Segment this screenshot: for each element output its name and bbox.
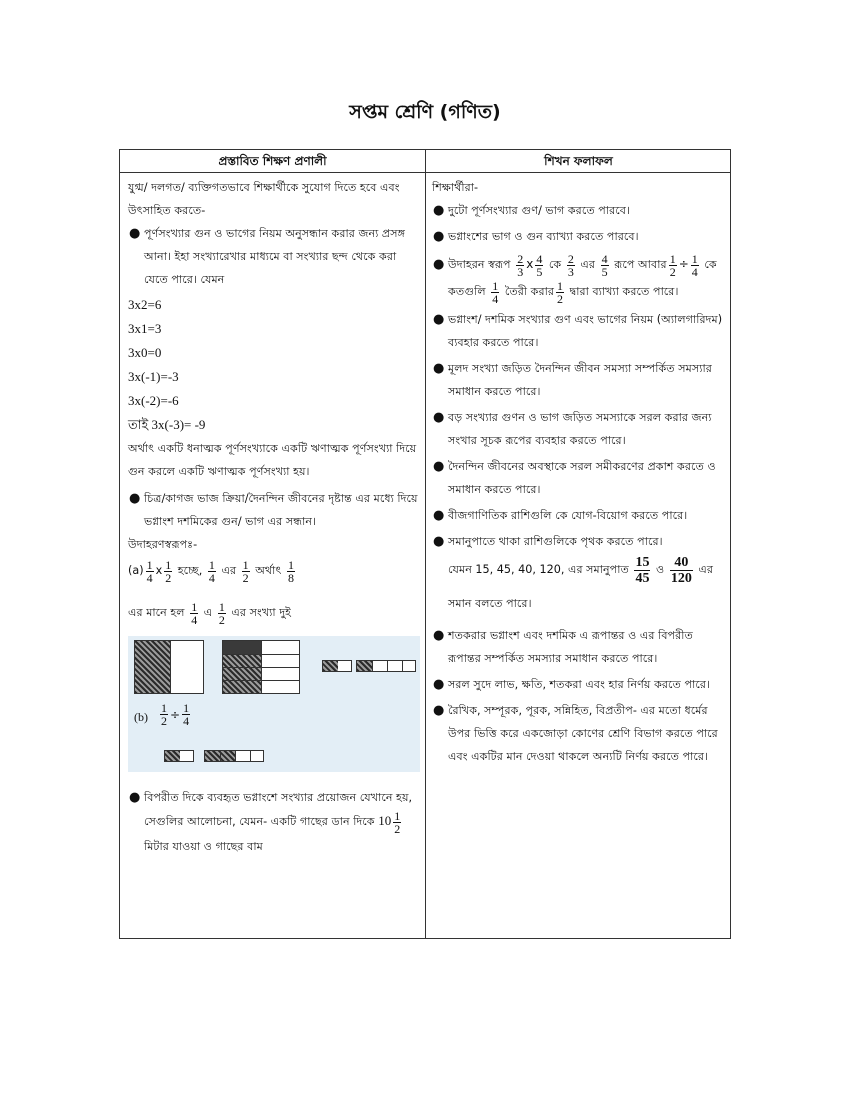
- bullet-text: চিত্র/কাগজ ভাজ ক্রিয়া/দৈনন্দিন জীবনের দৃষ্টান্ত এর মধ্যে দিয়ে ভগ্নাংশ দশমিকের গুন/ ভাগ এর সন্ধান।: [144, 492, 418, 528]
- outcome-text: ও: [656, 563, 665, 576]
- example-text: এর: [221, 564, 237, 577]
- bullet-dot-icon: ●: [129, 491, 141, 506]
- divide-sign: ÷: [678, 257, 689, 271]
- strip-quarters: [356, 660, 416, 672]
- outcome-text: দ্বারা ব্যাখ্যা করতে পারে।: [569, 285, 679, 298]
- fraction: $\frac{1}{4}$: [146, 557, 153, 585]
- bullet-fraction-method: [128, 487, 420, 533]
- outcome-text: আবার: [638, 258, 667, 271]
- outcome-text: উদাহরন স্বরূপ: [448, 258, 511, 271]
- outcome-item: [432, 199, 728, 222]
- outcome-text: শতকরার ভগ্নাংশ এবং দশমিক এ রূপান্তর ও এর বিপরীত রূপান্তর সম্পর্কিত সমস্যার সমাধান করতে পারে।: [448, 629, 693, 665]
- fraction: $\frac{1}{4}$: [191, 599, 198, 627]
- bullet-dot-icon: ●: [433, 703, 445, 718]
- figure-b-label: (b): [134, 710, 148, 724]
- equation: 3x1=3: [128, 321, 162, 336]
- fraction: $\frac{1}{4}$: [208, 557, 215, 585]
- bullet-text: বিপরীত দিকে ব্যবহৃত ভগ্নাংশে সংখ্যার প্রয়োজন যেখানে হয়, সেগুলির আলোচনা, যেমন- একটি গাছের ডান দিকে: [144, 791, 413, 828]
- strip-quarters-b: [204, 750, 264, 762]
- equation: তাই 3x(-3)= -9: [128, 417, 206, 432]
- example-text: অর্থাৎ: [255, 564, 282, 577]
- outcome-text: রৈখিক, সম্পূরক, পূরক, সন্নিহিত, বিপ্রতীপ- এর মতো ধর্মের উপর ভিত্তি করে একজোড়া কোণের শ্রেণি বিভাগ করতে পারে এবং একটির মান দেওয়া থাকলে অন্যটি নির্ণয় করতে পারে।: [448, 704, 718, 763]
- learning-outcome-column: [432, 176, 728, 768]
- outcome-text: যেমন 15, 45, 40, 120, এর সমানুপাত: [448, 563, 629, 576]
- bullet-dot-icon: ●: [433, 361, 445, 376]
- fraction: $\frac{2}{3}$: [517, 251, 524, 279]
- outcome-text: বড় সংখ্যার গুণন ও ভাগ জড়িত সমস্যাকে সরল করার জন্য সংখার সূচক রূপের ব্যবহার করতে পারে।: [448, 411, 712, 447]
- outcome-text: কে কতগুলি: [448, 258, 717, 298]
- outcome-item: [432, 504, 728, 527]
- example-meaning: [128, 598, 420, 628]
- example-text: হচ্ছে,: [177, 564, 203, 577]
- bullet-dot-icon: ●: [433, 410, 445, 425]
- equation: 3x(-2)=-6: [128, 393, 179, 408]
- outcome-text: দৈনন্দিন জীবনের অবস্থাকে সরল সমীকরণের প্রকাশ করতে ও সমাধান করতে পারে।: [448, 460, 716, 496]
- outcome-item: [432, 308, 728, 354]
- outcome-text: ভগ্নাংশ/ দশমিক সংখ্যার গুণ এবং ভাগের নিয়ম (অ্যালগারিদম) ব্যবহার করতে পারে।: [448, 313, 723, 349]
- outcome-item-example: [432, 251, 728, 305]
- example-text: এ: [203, 606, 213, 619]
- outcome-item: [432, 624, 728, 670]
- curriculum-table: [119, 149, 731, 939]
- figure-b-expression: [158, 702, 192, 727]
- fraction-illustration: [128, 636, 420, 772]
- example-text: এর মানে হল: [128, 606, 185, 619]
- bullet-dot-icon: ●: [433, 229, 445, 244]
- negative-rule-text: অর্থাৎ একটি ধনাত্মক পূর্ণসংখ্যাকে একটি ঋণাত্মক পূর্ণসংখ্যা দিয়ে গুন করলে একটি ঋণাত্মক পূর্ণসংখ্যা হয়।: [128, 442, 417, 478]
- fraction: $\frac{40}{120}$: [670, 554, 692, 586]
- half-shaded-rect: [134, 640, 204, 694]
- bullet-dot-icon: ●: [433, 508, 445, 523]
- column-divider: [425, 150, 426, 938]
- outcome-item: [432, 455, 728, 501]
- bullet-integer-rules: [128, 222, 420, 291]
- fraction: $\frac{4}{5}$: [536, 251, 543, 279]
- example-label: উদাহরণস্বরূপঃ-: [128, 538, 198, 551]
- quarter-grid-rect: [222, 640, 300, 694]
- right-intro: শিক্ষার্থীরা-: [432, 181, 479, 194]
- outcome-item: [432, 530, 728, 553]
- fraction: $\frac{1}{4}$: [691, 251, 698, 279]
- fraction: $\frac{1}{4}$: [492, 278, 499, 306]
- left-intro: যুগ্ম/ দলগত/ ব্যক্তিগতভাবে শিক্ষার্থীকে সুযোগ দিতে হবে এবং উৎসাহিত করতে-: [128, 181, 400, 217]
- bullet-dot-icon: ●: [433, 677, 445, 692]
- outcome-item: [432, 357, 728, 403]
- fraction: $\frac{2}{3}$: [567, 251, 574, 279]
- mixed-number-whole: 10: [378, 813, 392, 828]
- outcome-item: [432, 673, 728, 696]
- outcome-text: দুটো পূর্ণসংখ্যার গুণ/ ভাগ করতে পারবে।: [448, 204, 631, 217]
- fraction: $\frac{1}{2}$: [242, 557, 249, 585]
- outcome-text: মূলদ সংখ্যা জড়িত দৈনন্দিন জীবন সমস্যা সম্পর্কিত সমস্যার সমাধান করতে পারে।: [448, 362, 712, 398]
- outcome-text: সমানুপাতে থাকা রাশিগুলিকে পৃথক করতে পারে।: [448, 535, 663, 548]
- bullet-dot-icon: ●: [433, 203, 445, 218]
- teaching-method-column: [128, 176, 420, 858]
- fraction: $\frac{1}{4}$: [183, 701, 190, 728]
- bullet-opposite-direction: [128, 786, 420, 858]
- fraction: $\frac{1}{8}$: [287, 557, 294, 585]
- bullet-dot-icon: ●: [433, 257, 445, 272]
- proportion-example: [432, 553, 728, 621]
- fraction: $\frac{15}{45}$: [635, 554, 650, 586]
- example-a: [128, 556, 420, 586]
- example-text: এর সংখ্যা দুই: [231, 606, 291, 619]
- outcome-text: রূপে: [614, 258, 635, 271]
- example-a-label: (a): [128, 564, 144, 577]
- header-learning-outcome: শিখন ফলাফল: [544, 154, 613, 168]
- equation: 3x(-1)=-3: [128, 369, 179, 384]
- outcome-text: এর: [580, 258, 596, 271]
- bullet-dot-icon: ●: [129, 226, 141, 241]
- page-title: সপ্তম শ্রেণি (গণিত): [349, 101, 501, 123]
- fraction: $\frac{1}{2}$: [165, 557, 172, 585]
- fraction: $\frac{1}{2}$: [218, 599, 225, 627]
- outcome-item: [432, 406, 728, 452]
- bullet-text: পূর্ণসংখ্যার গুন ও ভাগের নিয়ম অনুসন্ধান করার জন্য প্রসঙ্গ আনা। ইহা সংখ্যারেখার মাধ্যমে বা সংখ্যার ছন্দ থেকে করা যেতে পারে। যেমন: [144, 227, 406, 286]
- outcome-text: কে: [548, 258, 562, 271]
- fraction: $\frac{4}{5}$: [601, 251, 608, 279]
- outcome-item: [432, 225, 728, 248]
- bullet-dot-icon: ●: [433, 459, 445, 474]
- outcome-text: এর সমান বলতে পারে।: [448, 563, 714, 610]
- strip-half: [322, 660, 352, 672]
- outcome-text: বীজগাণিতিক রাশিগুলি কে যোগ-বিয়োগ করতে পারে।: [448, 509, 688, 522]
- fraction: $\frac{1}{2}$: [161, 701, 167, 728]
- times-sign: x: [526, 257, 534, 271]
- bullet-dot-icon: ●: [129, 790, 141, 805]
- header-teaching-method: প্রস্তাবিত শিক্ষণ প্রণালী: [218, 154, 327, 168]
- equation: 3x2=6: [128, 297, 162, 312]
- equation: 3x0=0: [128, 345, 162, 360]
- fraction: $\frac{1}{2}$: [669, 251, 676, 279]
- bullet-dot-icon: ●: [433, 628, 445, 643]
- bullet-dot-icon: ●: [433, 534, 445, 549]
- outcome-text: ভগ্নাংশের ভাগ ও গুন ব্যাখ্যা করতে পারবে।: [448, 230, 639, 243]
- divide-sign: ÷: [170, 708, 181, 722]
- fraction: $\frac{1}{2}$: [557, 278, 564, 306]
- bullet-dot-icon: ●: [433, 312, 445, 327]
- bullet-text: মিটার যাওয়া ও গাছের বাম: [144, 839, 263, 853]
- outcome-item: [432, 699, 728, 768]
- times-sign: x: [155, 564, 163, 577]
- fraction: $\frac{1}{2}$: [394, 808, 401, 836]
- strip-half-b: [164, 750, 194, 762]
- outcome-text: সরল সুদে লাভ, ক্ষতি, শতকরা এবং হার নির্ণয় করতে পারে।: [448, 678, 710, 691]
- outcome-text: তৈরী করার: [504, 285, 555, 298]
